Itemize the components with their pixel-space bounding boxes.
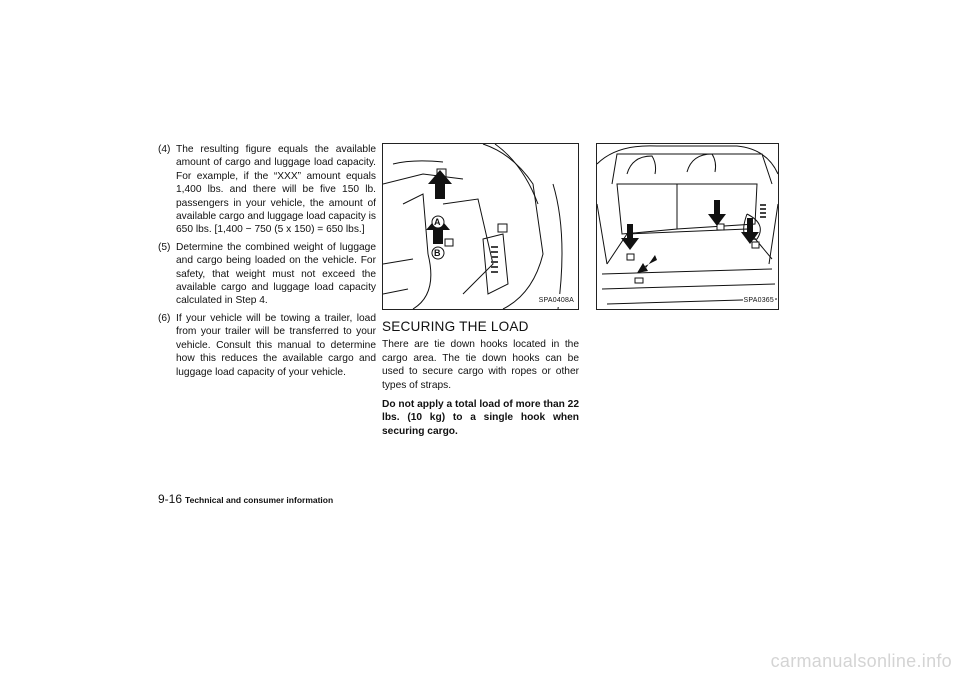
section-body: There are tie down hooks located in the cargo area. The tie down hooks can be used to secure cargo with ropes or other types of straps. bbox=[382, 339, 579, 391]
arrow-down-icon bbox=[621, 224, 639, 250]
step-5 bbox=[158, 241, 376, 308]
watermark: carmanualsonline.info bbox=[770, 651, 952, 671]
cargo-hooks-side-illustration bbox=[382, 143, 579, 310]
section-warning: Do not apply a total load of more than 22 lbs. (10 kg) to a single hook when securing cargo. bbox=[382, 399, 579, 437]
cargo-hooks-rear-illustration bbox=[596, 143, 779, 310]
footer-title: Technical and consumer information bbox=[185, 495, 334, 505]
page-footer bbox=[158, 490, 333, 508]
step-number: (4) bbox=[158, 144, 171, 155]
cargo-rear-drawing bbox=[597, 144, 778, 309]
section-title: SECURING THE LOAD bbox=[382, 319, 529, 334]
arrow-diagonal-icon bbox=[637, 255, 657, 273]
steps-column bbox=[158, 143, 376, 383]
marker-b: B bbox=[434, 248, 441, 258]
section-column bbox=[382, 143, 579, 444]
arrow-up-icon bbox=[428, 170, 452, 199]
cargo-side-drawing bbox=[383, 144, 578, 309]
step-text: Determine the combined weight of luggage and cargo being loaded on the vehicle. For safety, that weight must not exceed the available cargo and luggage load capacity calculated in Step 4. bbox=[176, 241, 376, 307]
step-4 bbox=[158, 143, 376, 237]
step-number: (5) bbox=[158, 241, 171, 253]
step-text: The resulting figure equals the available amount of cargo and luggage load capacity. For example, if the “XXX” amount equals 1,400 lbs. and there will be five 150 lb. passengers in your vehicle, the amount of available cargo and luggage load capacity is 650 lbs. [1,400 − 750 (5 x 150) = 650 lbs.] bbox=[176, 144, 376, 236]
step-text: If your vehicle will be towing a trailer, load from your trailer will be transferred to your vehicle. Consult this manual to determine how this reduces the available cargo and luggage load capacity of your vehicle. bbox=[176, 312, 376, 378]
figure-label: SPA0408A bbox=[538, 294, 575, 307]
marker-a: A bbox=[434, 217, 441, 227]
page-number: 9-16 bbox=[158, 492, 183, 506]
figure-label: SPA0365 bbox=[743, 294, 775, 307]
step-number: (6) bbox=[158, 312, 171, 324]
arrow-down-icon bbox=[708, 200, 726, 226]
figure-column bbox=[596, 143, 779, 310]
step-6 bbox=[158, 312, 376, 379]
